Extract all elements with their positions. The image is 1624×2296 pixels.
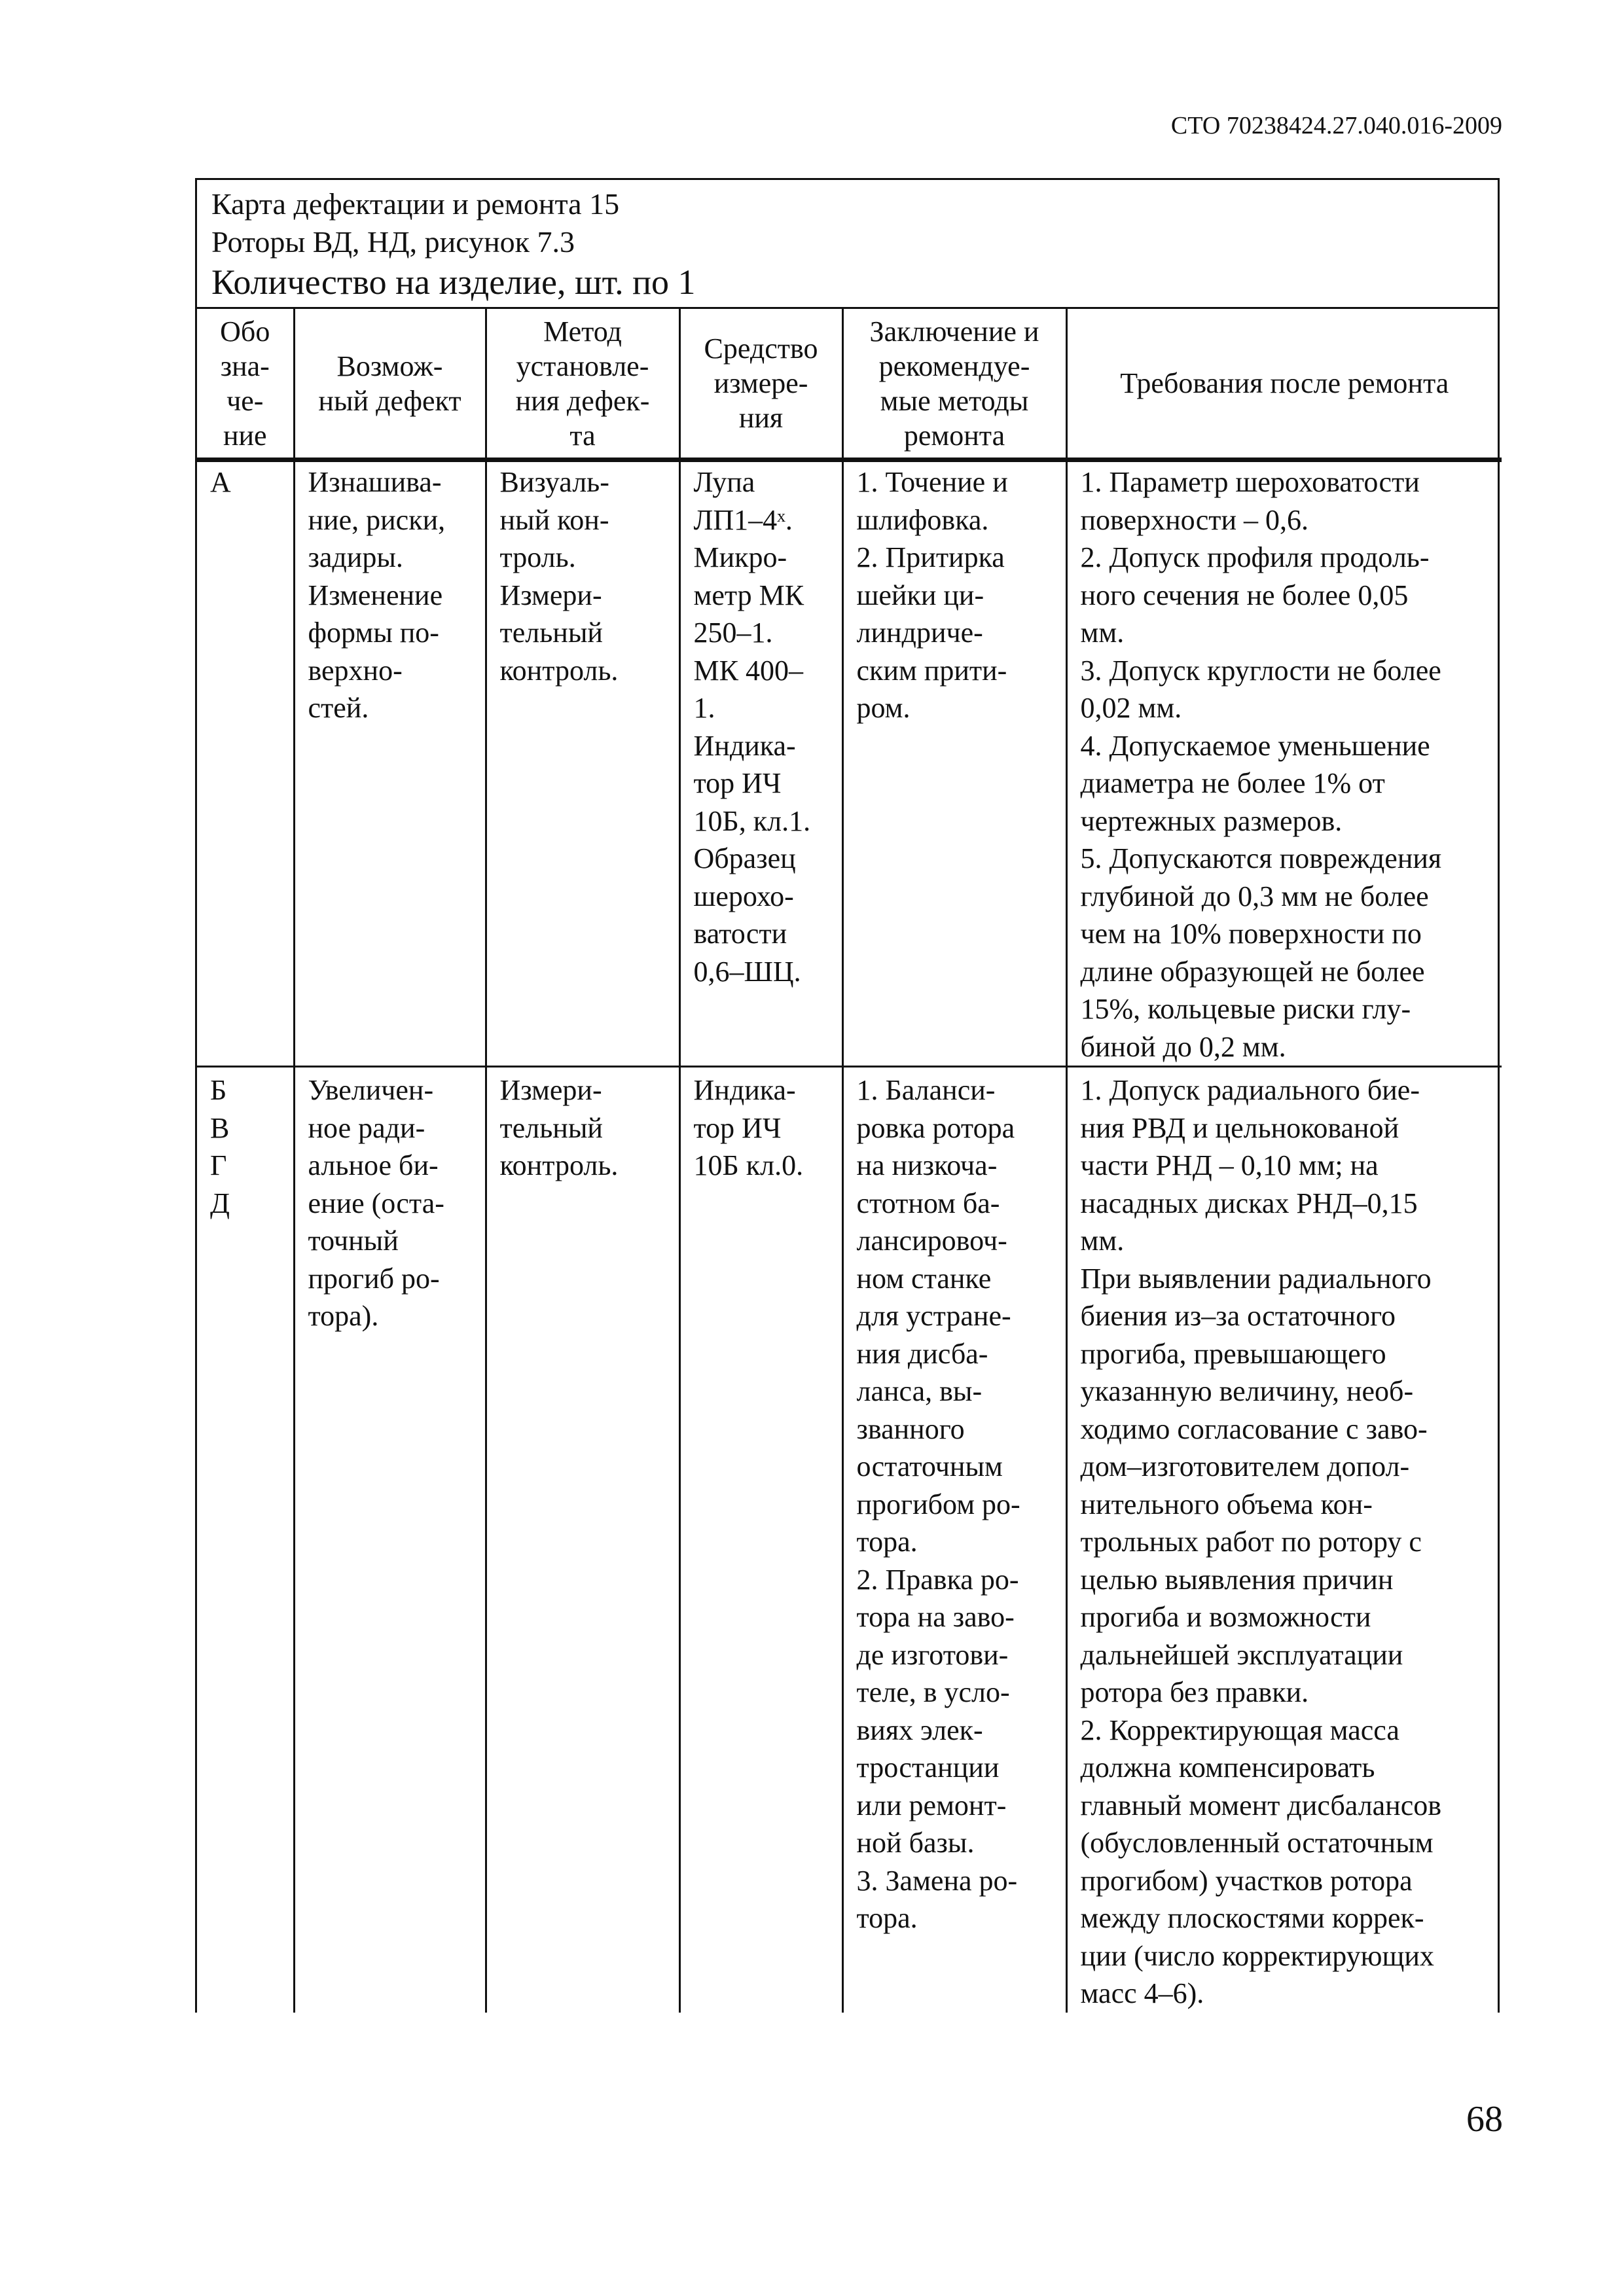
cell-requirements — [1066, 460, 1502, 1067]
text-line: чем на 10% поверхности по — [1080, 918, 1422, 950]
table-row — [197, 1067, 1502, 2013]
text-line: Лупа — [693, 466, 755, 498]
cell-repair — [842, 460, 1066, 1067]
text-line: прогиб ро- — [308, 1262, 440, 1295]
text-line: троль. — [499, 541, 576, 573]
text-line: ходимо согласование с заво- — [1080, 1412, 1428, 1445]
table-row — [197, 460, 1502, 1067]
text-line: дом–изготовителем допол- — [1080, 1450, 1410, 1482]
text-line: тора. — [856, 1902, 918, 1934]
text-line: ном станке — [856, 1262, 992, 1295]
text-line: ный кон- — [499, 503, 609, 536]
text-line: 2. Притирка — [856, 541, 1005, 573]
text-line: ного сечения не более 0,05 — [1080, 579, 1409, 611]
col-header-instrument — [679, 309, 842, 460]
card-subtitle: Роторы ВД, НД, рисунок 7.3 — [211, 225, 575, 259]
text-line: 10Б, кл.1. — [693, 804, 811, 837]
text-line: 5. Допускаются повреждения — [1080, 842, 1442, 874]
text-line: 4. Допускаемое уменьшение — [1080, 729, 1430, 762]
text-line: рекомендуе- — [878, 350, 1030, 382]
text-line: должна компенсировать — [1080, 1751, 1375, 1784]
col-header-designation — [197, 309, 294, 460]
text-line: Измери- — [499, 1074, 602, 1106]
text-line: 2. Правка ро- — [856, 1563, 1019, 1596]
text-line: МК 400– — [693, 654, 803, 687]
text-line: точный — [308, 1225, 399, 1257]
text-line: Микро- — [693, 541, 787, 573]
text-line: 1. Допуск радиального бие- — [1080, 1074, 1420, 1106]
cell-designation — [197, 460, 294, 1067]
text-line: зна- — [220, 350, 270, 382]
text-line: целью выявления причин — [1080, 1563, 1394, 1596]
table-header-row — [197, 309, 1502, 460]
text-line: При выявлении радиального — [1080, 1262, 1432, 1295]
text-line: 3. Замена ро- — [856, 1864, 1018, 1897]
text-line: установле- — [516, 350, 649, 382]
text-line: 0,6–ШЦ. — [693, 955, 801, 988]
col-header-defect — [294, 309, 486, 460]
text-line: ции (число корректирующих — [1080, 1939, 1434, 1972]
text-line: мм. — [1080, 617, 1125, 649]
text-line: биной до 0,2 мм. — [1080, 1030, 1286, 1063]
text-line: Возмож- — [336, 350, 443, 382]
text-line: между плоскостями коррек- — [1080, 1902, 1424, 1934]
text-line: диаметра не более 1% от — [1080, 767, 1385, 799]
text-line: тора на заво- — [856, 1601, 1015, 1633]
defects-table — [197, 309, 1502, 2013]
text-line: шерохо- — [693, 880, 794, 912]
text-line: Образец — [693, 842, 796, 874]
cell-defect — [294, 460, 486, 1067]
cell-instrument — [679, 460, 842, 1067]
text-line: ния дефек- — [515, 384, 650, 417]
page-number: 68 — [1466, 2099, 1503, 2140]
text-line: ния РВД и цельнокованой — [1080, 1111, 1399, 1144]
text-line: верхно- — [308, 654, 403, 687]
col-header-repair — [842, 309, 1066, 460]
text-line: ние, риски, — [308, 503, 446, 536]
text-line: дальнейшей эксплуатации — [1080, 1638, 1403, 1671]
text-line: указанную величину, необ- — [1080, 1375, 1414, 1407]
text-line: ние — [223, 419, 267, 452]
text-line: 0,02 мм. — [1080, 692, 1182, 724]
text-line: Д — [210, 1187, 230, 1219]
text-line: ским прити- — [856, 654, 1007, 687]
text-line: глубиной до 0,3 мм не более — [1080, 880, 1429, 912]
text-line: ром. — [856, 692, 911, 724]
text-line: ния дисба- — [856, 1337, 988, 1370]
text-line: ение (оста- — [308, 1187, 444, 1219]
text-line: де изготови- — [856, 1638, 1009, 1671]
text-line: стей. — [308, 692, 369, 724]
text-line: тор ИЧ — [693, 1111, 782, 1144]
text-line: 1. — [693, 692, 715, 724]
text-line: Требования после ремонта — [1120, 367, 1449, 399]
text-line: Изменение — [308, 579, 443, 611]
text-line: 2. Корректирующая масса — [1080, 1713, 1399, 1746]
text-line: части РНД – 0,10 мм; на — [1080, 1149, 1379, 1181]
text-line: тора). — [308, 1300, 379, 1332]
text-line: Увеличен- — [308, 1074, 434, 1106]
text-line: Заключение и — [869, 315, 1039, 348]
text-line: ровка ротора — [856, 1111, 1015, 1144]
text-line: главный момент дисбалансов — [1080, 1789, 1442, 1821]
text-line: тор ИЧ — [693, 767, 782, 799]
text-line: биения из–за остаточного — [1080, 1300, 1396, 1332]
text-line: нительного объема кон- — [1080, 1488, 1373, 1520]
text-line: А — [210, 466, 231, 498]
text-line: (обусловленный остаточным — [1080, 1827, 1434, 1859]
defect-repair-card — [195, 178, 1500, 2013]
text-line: линдриче- — [856, 617, 983, 649]
text-line: масс 4–6). — [1080, 1977, 1204, 2009]
text-line: тельный — [499, 1111, 603, 1144]
text-line: лансировоч- — [856, 1225, 1007, 1257]
text-line: на низкоча- — [856, 1149, 998, 1181]
text-line: прогиба, превышающего — [1080, 1337, 1386, 1370]
text-line: Обо — [220, 315, 270, 348]
text-line: Индика- — [693, 1074, 796, 1106]
text-line: ное ради- — [308, 1111, 425, 1144]
text-line: 10Б кл.0. — [693, 1149, 804, 1181]
text-line: или ремонт- — [856, 1789, 1007, 1821]
text-line: 250–1. — [693, 617, 773, 649]
text-line: В — [210, 1111, 230, 1144]
text-line: ЛП1–4ˣ. — [693, 503, 793, 536]
text-line: контроль. — [499, 654, 619, 687]
text-line: мм. — [1080, 1225, 1125, 1257]
cell-requirements — [1066, 1067, 1502, 2013]
cell-repair — [842, 1067, 1066, 2013]
text-line: теле, в усло- — [856, 1676, 1010, 1708]
text-line: Средство — [704, 332, 818, 365]
text-line: Измери- — [499, 579, 602, 611]
text-line: длине образующей не более — [1080, 955, 1425, 988]
text-line: тора. — [856, 1526, 918, 1558]
text-line: званного — [856, 1412, 965, 1445]
text-line: мые методы — [880, 384, 1029, 417]
text-line: насадных дисках РНД–0,15 — [1080, 1187, 1418, 1219]
text-line: 1. Параметр шероховатости — [1080, 466, 1420, 498]
text-line: Индика- — [693, 729, 796, 762]
text-line: для устране- — [856, 1300, 1011, 1332]
text-line: измере- — [713, 367, 808, 399]
text-line: ремонта — [903, 419, 1005, 452]
text-line: формы по- — [308, 617, 439, 649]
text-line: тельный — [499, 617, 603, 649]
document-code: СТО 70238424.27.040.016-2009 — [1170, 112, 1502, 139]
text-line: прогиба и возможности — [1080, 1601, 1371, 1633]
text-line: ный дефект — [318, 384, 461, 417]
text-line: Визуаль- — [499, 466, 609, 498]
text-line: 15%, кольцевые риски глу- — [1080, 993, 1411, 1025]
col-header-requirements — [1066, 309, 1502, 460]
text-line: тростанции — [856, 1751, 1000, 1784]
text-line: прогибом ро- — [856, 1488, 1020, 1520]
text-line: чертежных размеров. — [1080, 804, 1343, 837]
text-line: шлифовка. — [856, 503, 989, 536]
text-line: контроль. — [499, 1149, 619, 1181]
cell-defect — [294, 1067, 486, 2013]
text-line: ватости — [693, 918, 787, 950]
text-line: метр МК — [693, 579, 804, 611]
text-line: Изнашива- — [308, 466, 442, 498]
text-line: че- — [226, 384, 264, 417]
text-line: Г — [210, 1149, 227, 1181]
cell-instrument — [679, 1067, 842, 2013]
text-line: ной базы. — [856, 1827, 975, 1859]
text-line: трольных работ по ротору с — [1080, 1526, 1422, 1558]
text-line: ротора без правки. — [1080, 1676, 1309, 1708]
text-line: 1. Баланси- — [856, 1074, 996, 1106]
text-line: Б — [210, 1074, 227, 1106]
text-line: остаточным — [856, 1450, 1003, 1482]
text-line: стотном ба- — [856, 1187, 1000, 1219]
text-line: та — [569, 419, 596, 452]
text-line: поверхности – 0,6. — [1080, 503, 1309, 536]
text-line: ланса, вы- — [856, 1375, 983, 1407]
text-line: 1. Точение и — [856, 466, 1008, 498]
text-line: задиры. — [308, 541, 403, 573]
col-header-method — [486, 309, 679, 460]
card-quantity: Количество на изделие, шт. по 1 — [211, 262, 696, 302]
card-header — [197, 180, 1498, 309]
text-line: альное би- — [308, 1149, 439, 1181]
text-line: 3. Допуск круглости не более — [1080, 654, 1441, 687]
text-line: ния — [738, 402, 784, 434]
cell-designation — [197, 1067, 294, 2013]
text-line: Метод — [543, 315, 622, 348]
text-line: виях элек- — [856, 1713, 983, 1746]
text-line: 2. Допуск профиля продоль- — [1080, 541, 1430, 573]
text-line: шейки ци- — [856, 579, 984, 611]
text-line: прогибом) участков ротора — [1080, 1864, 1413, 1897]
cell-method — [486, 1067, 679, 2013]
card-title: Карта дефектации и ремонта 15 — [211, 187, 620, 221]
cell-method — [486, 460, 679, 1067]
